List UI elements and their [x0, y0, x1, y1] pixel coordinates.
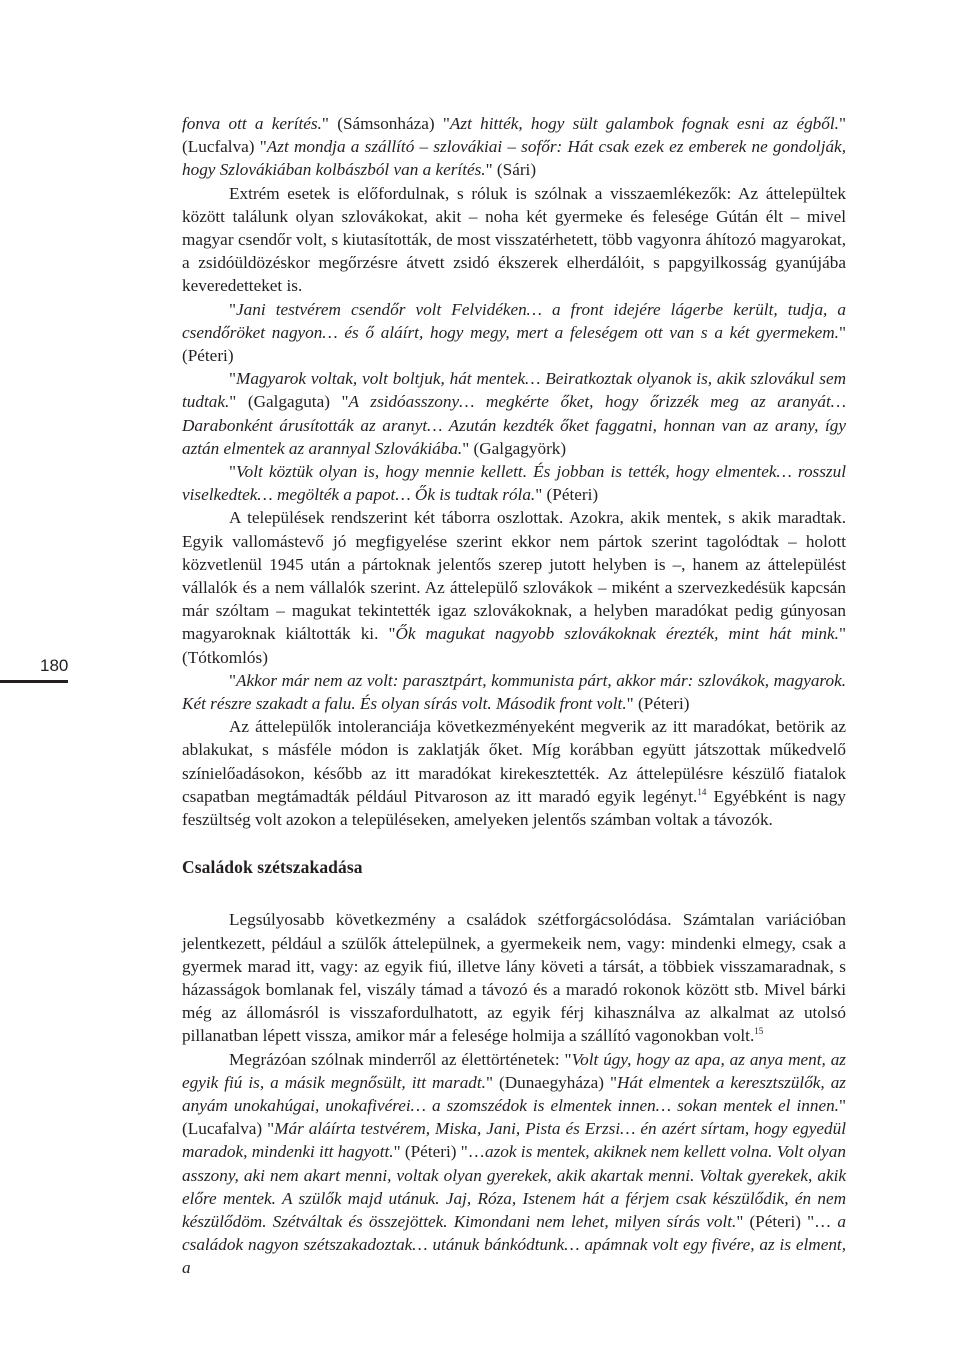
body-text: " (Lucfalva) ": [182, 114, 846, 157]
paragraph: [182, 298, 846, 368]
body-text: Egyébként is nagy feszültség volt azokon a településeken, amelyeken jelentős számban voltak a távozók.: [182, 786, 846, 830]
body-text: " (Péteri) "…: [736, 1211, 838, 1231]
body-text: ": [229, 462, 237, 482]
quote-text: A zsidóasszony… megkérte őket, hogy őrizzék meg az aranyát… Darabonként árusították az aranyt… Azután kezdték őket faggatni, honnan van az arany, így aztán elmentek az arannyal Szlovákiába.: [182, 392, 847, 458]
body-text: " (Péteri): [182, 322, 846, 366]
body-text: " (Tótkomlós): [182, 624, 846, 667]
section-heading: Családok szétszakadása: [182, 857, 363, 878]
body-text: " (Lucafalva) ": [182, 1095, 846, 1139]
paragraph: [182, 112, 846, 182]
body-text: ": [229, 299, 237, 319]
quote-text: Azt mondja a szállító – szlovákiai – sofőr: Hát csak ezek ez emberek ne gondolják, hogy Szlovákiában kolbászból van a kerítés.: [182, 137, 846, 180]
paragraph: [182, 1048, 846, 1280]
quote-text: Már aláírta testvérem, Miska, Jani, Pista és Erzsi… én azért sírtam, hogy egyedül maradok, mindenki itt hagyott.: [182, 1119, 846, 1162]
paragraph: [182, 715, 846, 831]
body-after-heading: [182, 908, 846, 1279]
body-before-heading: [182, 112, 846, 831]
paragraph: [182, 506, 846, 668]
margin-rule: [0, 680, 68, 683]
body-text: Extrém esetek is előfordulnak, s róluk is szólnak a visszaemlékezők: Az áttelepültek között találunk olyan szlovákokat, akit – noha két gyermeke és felesége Gútán élt – mivel magyar csendőr volt, s kiutasították, de most visszatérhetett, több vagyonra áhítozó magyarokat, a zsidóüldözéskor megőrzésre átvett zsidó ékszerek elherdálóit, s papgyilkosság gyanújába keveredetteket is.: [182, 183, 846, 296]
paragraph: [182, 460, 846, 506]
paragraph: [182, 908, 846, 1047]
quote-text: Hát elmentek a keresztszülők, az anyám unokahúgai, unokafivérei… a szomszédok is elmentek innen… sokan mentek el innen.: [182, 1072, 846, 1115]
body-text: ": [229, 670, 237, 690]
body-text: " (Péteri) "…: [393, 1142, 485, 1162]
quote-text: azok is mentek, akiknek nem kellett volna. Volt olyan asszony, aki nem akart menni, voltak olyan gyerekek, akik akartak menni. Voltak gyerekek, akik előre mentek. A szülők majd utánuk. Jaj, Róza, Istenem hát a férjem csak készülődik, én nem készülődöm. Szétváltak és összejöttek. Kimondani nem lehet, milyen sírás volt.: [182, 1142, 846, 1231]
paragraph: [182, 669, 846, 715]
page-number: 180: [40, 656, 69, 675]
text-column: [182, 112, 846, 1280]
quote-text: fonva ott a kerítés.: [182, 114, 322, 133]
body-text: Legsúlyosabb következmény a családok szétforgácsolódása. Számtalan variációban jelentkezett, például a szülők áttelepülnek, a gyermekeik nem, vagy: mindenki elmegy, csak a gyermek marad itt, vagy: az egyik fiú, illetve lány követi a társát, a többiek visszamaradnak, s házasságok bomlanak fel, viszály támad a távozó és a maradó rokonok között stb. Mivel bárki még az állomásról is visszafordulhatott, az egyik férj kihasználva az alkalmat az utolsó pillanatban lépett vissza, amikor már a felesége holmija a szállító vagonokban volt.: [182, 910, 846, 1046]
quote-text: Azt hitték, hogy sült galambok fognak esni az égből.: [449, 114, 839, 133]
body-text: " (Sámsonháza) ": [321, 114, 450, 133]
body-text: A települések rendszerint két táborra oszlottak. Azokra, akik mentek, s akik maradtak. Egyik vallomástevő jó megfigyelése szerint ekkor nem pártok szerint tagolódtak – holott közvetlenül 1945 után a pártoknak jelentős szerep jutott helyben is –, hanem az áttelepülést vállalók és a nem vállalók szerint. Az áttelepülő szlovákok – miként a szervezkedésük kapcsán már szóltam – magukat tekintették igaz szlovákoknak, a helyben maradókat pedig gúnyosan magyaroknak kiáltották ki. ": [182, 508, 846, 644]
quote-text: a családok nagyon szétszakadoztak… utánuk bánkódtunk… apámnak volt egy fivére, az is elment, a: [182, 1211, 846, 1278]
quote-text: Akkor már nem az volt: parasztpárt, kommunista párt, akkor már: szlovákok, magyarok. Két részre szakadt a falu. És olyan sírás volt. Második front volt.: [182, 670, 846, 714]
body-text: Megrázóan szólnak minderről az élettörténetek: ": [229, 1049, 572, 1069]
body-text: " (Sári): [485, 160, 537, 180]
quote-text: Volt úgy, hogy az apa, az anya ment, az egyik fiú is, a másik megnősült, itt maradt.: [182, 1049, 846, 1092]
paragraph: [182, 367, 846, 460]
paragraph: [182, 182, 846, 298]
quote-text: Volt köztük olyan is, hogy mennie kellett. És jobban is tették, hogy elmentek… rosszul viselkedtek… megölték a papot… Ők is tudtak róla.: [182, 462, 846, 505]
body-text: " (Dunaegyháza) ": [485, 1072, 617, 1092]
body-text: " (Galgaguta) ": [229, 392, 349, 412]
body-text: ": [229, 369, 237, 389]
footnote-ref: 14: [697, 786, 707, 797]
body-text: " (Péteri): [535, 485, 599, 505]
body-text: Az áttelepülők intoleranciája következményeként megverik az itt maradókat, betörik az ablakukat, s másféle módon is zaklatják őket. Míg korábban együtt játszottak műkedvelő színielőadásokon, később az itt maradókat kirekesztették. Az áttelepülésre készülő fiatalok csapatban megtámadták például Pitvaroson az itt maradó egyik legényt.: [182, 717, 846, 806]
quote-text: Ők magukat nagyobb szlovákoknak érezték, mint hát mink.: [395, 624, 839, 644]
body-text: " (Galgagyörk): [462, 438, 567, 458]
body-text: " (Péteri): [626, 694, 690, 714]
footnote-ref: 15: [754, 1026, 764, 1037]
quote-text: Jani testvérem csendőr volt Felvidéken… a front idejére lágerbe került, tudja, a csendőröket nagyon… és ő aláírt, hogy megy, mert a feleségem ott van s a két gyermekem.: [182, 299, 846, 342]
quote-text: Magyarok voltak, volt boltjuk, hát mentek… Beiratkoztak olyanok is, akik szlovákul sem tudtak.: [182, 369, 846, 412]
